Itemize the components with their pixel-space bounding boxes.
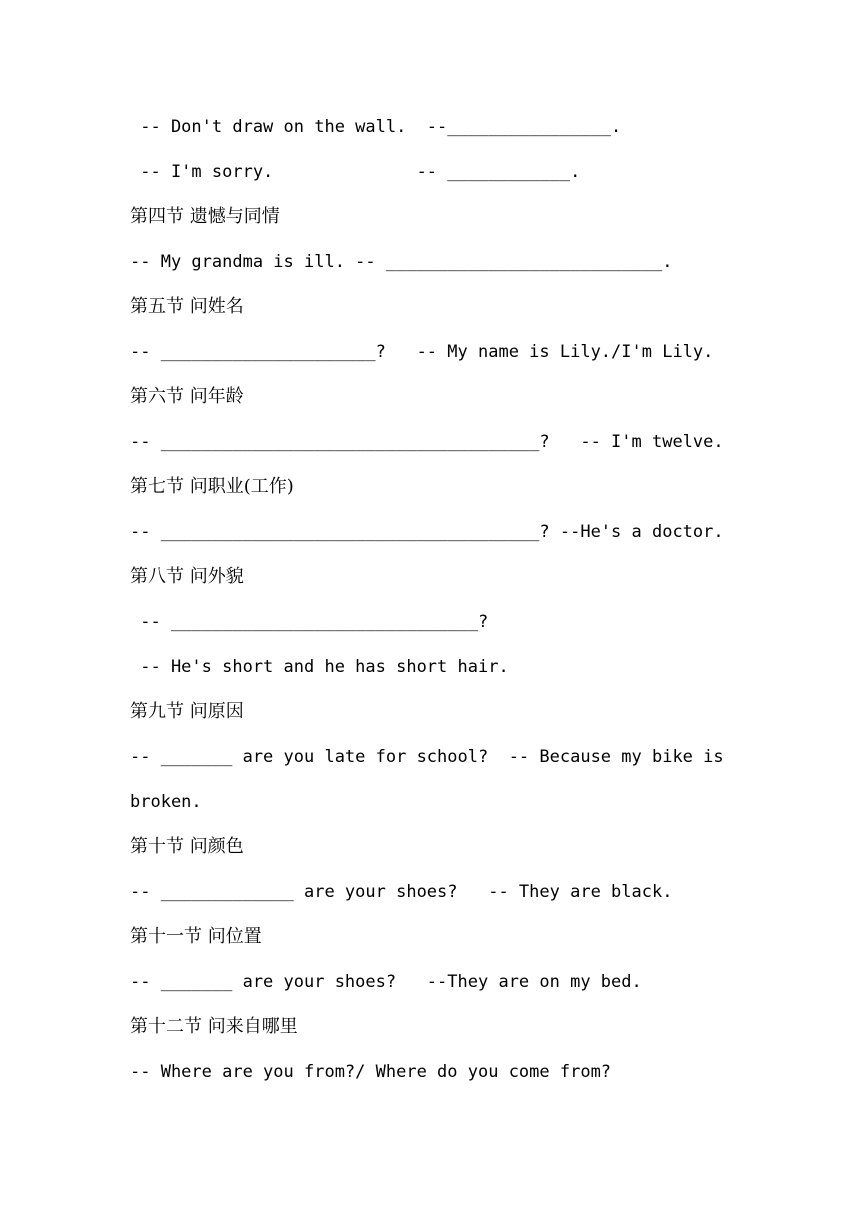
section-heading-9: 第九节 问原因 xyxy=(130,701,244,722)
section-heading-8: 第八节 问外貌 xyxy=(130,566,244,587)
section-heading-6: 第六节 问年龄 xyxy=(130,386,244,407)
section-heading-12: 第十二节 问来自哪里 xyxy=(130,1016,298,1037)
exercise-line-ask-appearance: -- ______________________________? xyxy=(130,612,489,632)
exercise-line-ask-job: -- _____________________________________? --He's a doctor. xyxy=(130,522,724,542)
exercise-line-ask-age: -- _____________________________________? -- I'm twelve. xyxy=(130,432,724,452)
exercise-line-short-hair: -- He's short and he has short hair. xyxy=(130,657,509,677)
section-heading-11: 第十一节 问位置 xyxy=(130,926,262,947)
exercise-line-ask-reason: -- _______ are you late for school? -- Because my bike is xyxy=(130,747,724,767)
exercise-line-ask-origin: -- Where are you from?/ Where do you come from? xyxy=(130,1062,612,1082)
section-heading-10: 第十节 问颜色 xyxy=(130,836,244,857)
section-heading-7: 第七节 问职业(工作) xyxy=(130,476,294,497)
section-heading-4: 第四节 遗憾与同情 xyxy=(130,206,280,227)
exercise-line-im-sorry: -- I'm sorry. -- ____________. xyxy=(130,162,581,182)
exercise-line-ask-location: -- _______ are your shoes? --They are on my bed. xyxy=(130,972,642,992)
exercise-line-broken: broken. xyxy=(130,792,202,812)
exercise-line-grandma-ill: -- My grandma is ill. -- ___________________________. xyxy=(130,252,673,272)
section-heading-5: 第五节 问姓名 xyxy=(130,296,244,317)
exercise-line-ask-name: -- _____________________? -- My name is Lily./I'm Lily. xyxy=(130,342,714,362)
exercise-line-dont-draw: -- Don't draw on the wall. --________________. xyxy=(130,117,622,137)
exercise-line-ask-color: -- _____________ are your shoes? -- They are black. xyxy=(130,882,673,902)
